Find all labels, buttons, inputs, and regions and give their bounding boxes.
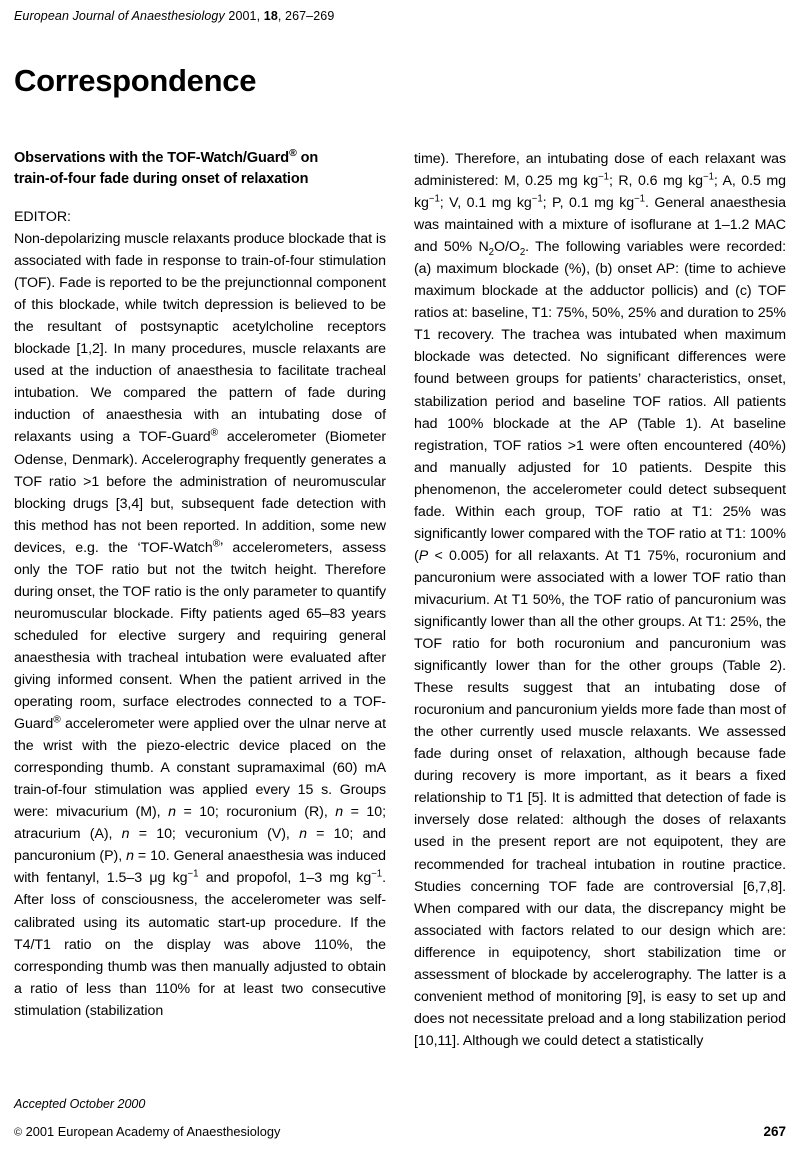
text-run: = 10; atracurium (A),: [14, 804, 386, 843]
text-run: ; P, 0.1 mg kg: [542, 195, 635, 212]
text-run: ; R, 0.6 mg kg: [608, 173, 703, 190]
exponent: −1: [187, 868, 199, 880]
article-title-line1-end: on: [300, 150, 319, 166]
page-number: 267: [763, 1124, 786, 1139]
article-columns: [14, 148, 786, 1113]
article-title: [14, 148, 386, 190]
exponent: −1: [703, 171, 714, 183]
exponent: −1: [531, 193, 543, 205]
subscript: 2: [519, 247, 526, 259]
text-run: accelerometer were applied over the ulnar nerve at the wrist with the piezo-electric device placed on the corresponding thumb. A constant supramaximal (60) mA train-of-four stimulation was applied every 15 s. Groups were: mivacurium (M),: [14, 716, 386, 821]
text-run: accelerometer (Biometer Odense, Denmark). Accelerography frequently generates a TOF ratio >1 before the administration of neuromuscular blocking drugs [3,4] but, subsequent fade detection with this method has not been reported. In addition, some new devices, e.g. the ‘TOF-Watch: [14, 429, 386, 556]
copyright-icon: ©: [14, 1126, 23, 1139]
exponent: −1: [598, 171, 609, 183]
page-range: , 267–269: [277, 9, 335, 23]
sample-size-symbol: n: [121, 826, 130, 843]
registered-trademark-icon: ®: [53, 714, 61, 726]
text-run: = 10; and pancuronium (P),: [14, 826, 386, 865]
exponent: −1: [634, 193, 645, 205]
subscript: 2: [488, 247, 494, 259]
copyright-text: 2001 European Academy of Anaesthesiology: [25, 1124, 281, 1139]
text-run: ’ accelerometers, assess only the TOF ratio but not the twitch height. Therefore during onset, the TOF ratio is the only parameter to quantify neuromuscular blockade. Fifty patients aged 65–83 years scheduled for elective surgery and requiring general anaesthesia with tracheal intubation were evaluated after giving informed consent. When the patient arrived in the operating room, surface electrodes connected to a TOF-Guard: [14, 539, 386, 733]
text-run: ; A, 0.5 mg kg: [414, 173, 786, 212]
sample-size-symbol: n: [299, 826, 307, 843]
body-paragraph-left: [14, 228, 386, 1022]
text-run: and propofol, 1–3 mg kg: [198, 870, 372, 887]
text-run: = 10; rocuronium (R),: [175, 804, 336, 821]
salutation: EDITOR:: [14, 209, 71, 225]
accepted-date-note: Accepted October 2000: [14, 1097, 146, 1111]
exponent: −1: [428, 193, 440, 205]
exponent: −1: [371, 868, 383, 880]
article-title-line2: train-of-four fade during onset of relaxation: [14, 171, 309, 187]
text-run: . General anaesthesia was maintained with a mixture of isoflurane at 1–1.2 MAC and 50% N: [414, 195, 786, 256]
running-head: [14, 8, 786, 24]
publication-year: 2001,: [228, 9, 261, 23]
text-run: time). Therefore, an intubating dose of each relaxant was administered: M, 0.25 mg kg: [414, 151, 786, 190]
sample-size-symbol: n: [168, 804, 176, 821]
article-title-main: Observations with the TOF-Watch/Guard: [14, 150, 290, 166]
journal-name: European Journal of Anaesthesiology: [14, 9, 225, 23]
sample-size-symbol: n: [126, 848, 134, 865]
right-column: [414, 148, 786, 1113]
copyright-line: [14, 1123, 280, 1142]
text-run: Non-depolarizing muscle relaxants produce blockade that is associated with fade in response to train-of-four stimulation (TOF). Fade is reported to be the prejunctionnal component of this blockade, while twitch depression is believed to be the resultant of postsynaptic acetylcholine receptors blockade [1,2]. In many procedures, muscle relaxants are used at the induction of anaesthesia to facilitate tracheal intubation. We compared the pattern of fade during induction of anaesthesia with an intubating dose of relaxants using a TOF-Guard: [14, 231, 386, 446]
text-run: . After loss of consciousness, the accelerometer was self-calibrated using its automatic start-up procedure. If the T4/T1 ratio on the display was above 110%, the corresponding thumb was then manually adjusted to obtain a ratio of less than 110% for at least two consecutive stimulation (stabilization: [14, 870, 386, 1019]
text-run: ; V, 0.1 mg kg: [439, 195, 532, 212]
page-footer: [14, 1123, 786, 1142]
body-paragraph-right: [414, 148, 786, 1052]
page-title: Correspondence: [14, 63, 257, 98]
text-run: = 10. General anaesthesia was induced with fentanyl, 1.5–3 μg kg: [14, 848, 387, 887]
sample-size-symbol: n: [335, 804, 344, 821]
volume-number: 18: [263, 9, 278, 23]
p-value-symbol: P: [418, 547, 429, 564]
text-run: < 0.005) for all relaxants. At T1 75%, rocuronium and pancuronium were associated with a lower TOF ratio than mivacurium. At T1 50%, the TOF ratio of pancuronium was significantly lower than all the other groups. At T1: 25%, the TOF ratio for both rocuronium and pancuronium was significantly lower than for the other groups (Table 2). These results suggest that an intubating dose of rocuronium and pancuronium yields more fade than most of the other currently used muscle relaxants. We assessed fade during onset of relaxation, although because fade during recovery is more important, as it bears a fixed relationship to T1 [5]. It is admitted that detection of fade is inversely dose related: although the doses of relaxants used in the present report are not equipotent, they are recommended for tracheal intubation in routine practice. Studies concerning TOF fade are controversial [6,7,8]. When compared with our data, the discrepancy might be associated with factors related to our design which are: difference in equipotency, short stabilization time or assessment of blockade by accelerography. The latter is a convenient method of monitoring [9], is easy to set up and does not necessitate preload and a long stabilization period [10,11]. Although we could detect a statistically: [414, 547, 786, 1049]
registered-trademark-icon: ®: [212, 537, 221, 549]
text-run: = 10; vecuronium (V),: [129, 826, 300, 843]
left-column: [14, 148, 386, 1113]
text-run: O/O: [493, 239, 520, 256]
text-run: . The following variables were recorded: (a) maximum blockade (%), (b) onset AP: (time to achieve maximum blockade at the adductor pollicis) and (c) TOF ratios at: baseline, T1: 75%, 50%, 25% and duration to 25% T1 recovery. The trachea was intubated when maximum blockade was detected. No significant differences were found between groups for patients’ characteristics, onset, stabilization period and baseline TOF ratios. All patients had 100% blockade at the AP (Table 1). At baseline registration, TOF ratios >1 were often encountered (40%) and manually adjusted for 10 patients. Despite this phenomenon, the accelerometer could detect subsequent fade. Within each group, TOF ratio at T1: 25% was significantly lower compared with the TOF ratio at T1: 100% (: [414, 239, 786, 564]
registered-trademark-icon: ®: [289, 148, 297, 160]
registered-trademark-icon: ®: [210, 427, 219, 439]
